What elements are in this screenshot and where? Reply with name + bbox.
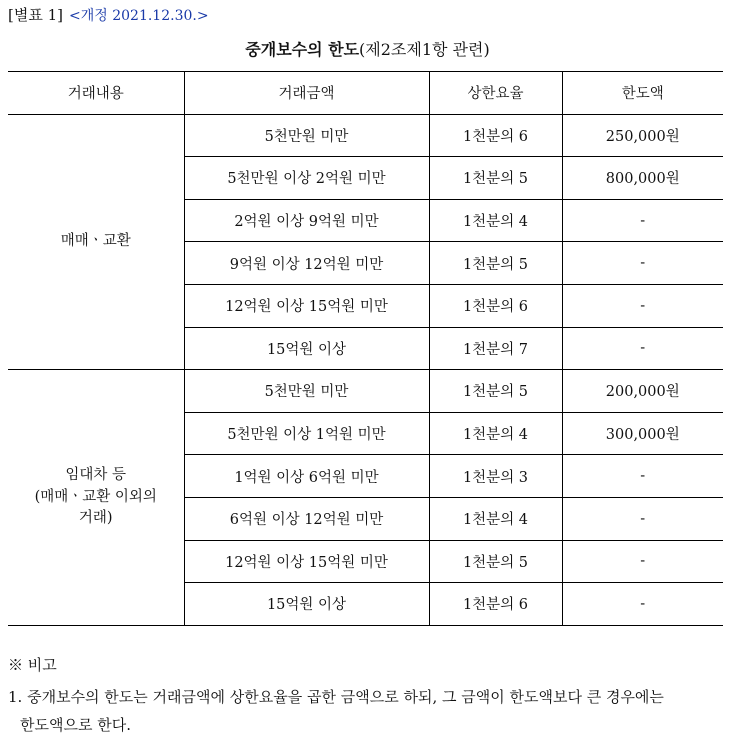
group-label-lease-etc xyxy=(8,370,184,626)
column-header-limit: 한도액 xyxy=(562,72,723,115)
limit-cell: 800,000원 xyxy=(562,157,723,200)
remark-number: 1. xyxy=(8,688,23,706)
rate-cell: 1천분의 5 xyxy=(429,242,562,285)
limit-cell: - xyxy=(562,199,723,242)
title-sub: (제2조제1항 관련) xyxy=(359,40,490,59)
rate-cell: 1천분의 5 xyxy=(429,370,562,413)
amount-cell: 5천만원 미만 xyxy=(184,114,429,157)
limit-cell: 250,000원 xyxy=(562,114,723,157)
rate-cell: 1천분의 7 xyxy=(429,327,562,370)
document-title xyxy=(0,37,735,60)
remarks-heading: ※ 비고 xyxy=(8,656,57,674)
column-header-transaction-type: 거래내용 xyxy=(8,72,184,115)
limit-cell: - xyxy=(562,455,723,498)
title-main: 중개보수의 한도 xyxy=(245,40,360,59)
table-row xyxy=(8,114,723,157)
amount-cell: 5천만원 이상 1억원 미만 xyxy=(184,412,429,455)
rate-cell: 1천분의 3 xyxy=(429,455,562,498)
limit-cell: 200,000원 xyxy=(562,370,723,413)
limit-cell: - xyxy=(562,540,723,583)
group-label-line: 매매ㆍ교환 xyxy=(60,233,131,249)
remarks-section xyxy=(8,654,728,739)
rate-cell: 1천분의 6 xyxy=(429,114,562,157)
limit-cell: 300,000원 xyxy=(562,412,723,455)
remark-text-line1: 중개보수의 한도는 거래금액에 상한요율을 곱한 금액으로 하되, 그 금액이 한도액보다 큰 경우에는 xyxy=(27,688,664,706)
limit-cell: - xyxy=(562,284,723,327)
attachment-header xyxy=(8,4,209,25)
rate-cell: 1천분의 4 xyxy=(429,497,562,540)
limit-cell: - xyxy=(562,242,723,285)
rate-cell: 1천분의 6 xyxy=(429,583,562,626)
amount-cell: 9억원 이상 12억원 미만 xyxy=(184,242,429,285)
rate-cell: 1천분의 4 xyxy=(429,199,562,242)
brokerage-fee-table xyxy=(8,71,723,626)
amount-cell: 6억원 이상 12억원 미만 xyxy=(184,497,429,540)
group-label-line: (매매ㆍ교환 이외의 xyxy=(34,488,157,505)
rate-cell: 1천분의 5 xyxy=(429,157,562,200)
amount-cell: 15억원 이상 xyxy=(184,583,429,626)
limit-cell: - xyxy=(562,583,723,626)
group-label-sale-exchange xyxy=(8,114,184,370)
amount-cell: 15억원 이상 xyxy=(184,327,429,370)
amount-cell: 1억원 이상 6억원 미만 xyxy=(184,455,429,498)
amount-cell: 5천만원 미만 xyxy=(184,370,429,413)
rate-cell: 1천분의 5 xyxy=(429,540,562,583)
column-header-transaction-amount: 거래금액 xyxy=(184,72,429,115)
amount-cell: 12억원 이상 15억원 미만 xyxy=(184,540,429,583)
amount-cell: 12억원 이상 15억원 미만 xyxy=(184,284,429,327)
column-header-max-rate: 상한요율 xyxy=(429,72,562,115)
rate-cell: 1천분의 4 xyxy=(429,412,562,455)
table-row xyxy=(8,370,723,413)
limit-cell: - xyxy=(562,497,723,540)
rate-cell: 1천분의 6 xyxy=(429,284,562,327)
amount-cell: 2억원 이상 9억원 미만 xyxy=(184,199,429,242)
limit-cell: - xyxy=(562,327,723,370)
remark-text-line2: 한도액으로 한다. xyxy=(20,716,131,734)
table-header-row xyxy=(8,72,723,115)
revision-date: <개정 2021.12.30.> xyxy=(69,8,209,24)
remark-item xyxy=(8,683,728,739)
attachment-label: [별표 1] xyxy=(8,6,63,24)
group-label-line: 임대차 등 xyxy=(65,466,127,483)
amount-cell: 5천만원 이상 2억원 미만 xyxy=(184,157,429,200)
group-label-line: 거래) xyxy=(78,510,113,527)
